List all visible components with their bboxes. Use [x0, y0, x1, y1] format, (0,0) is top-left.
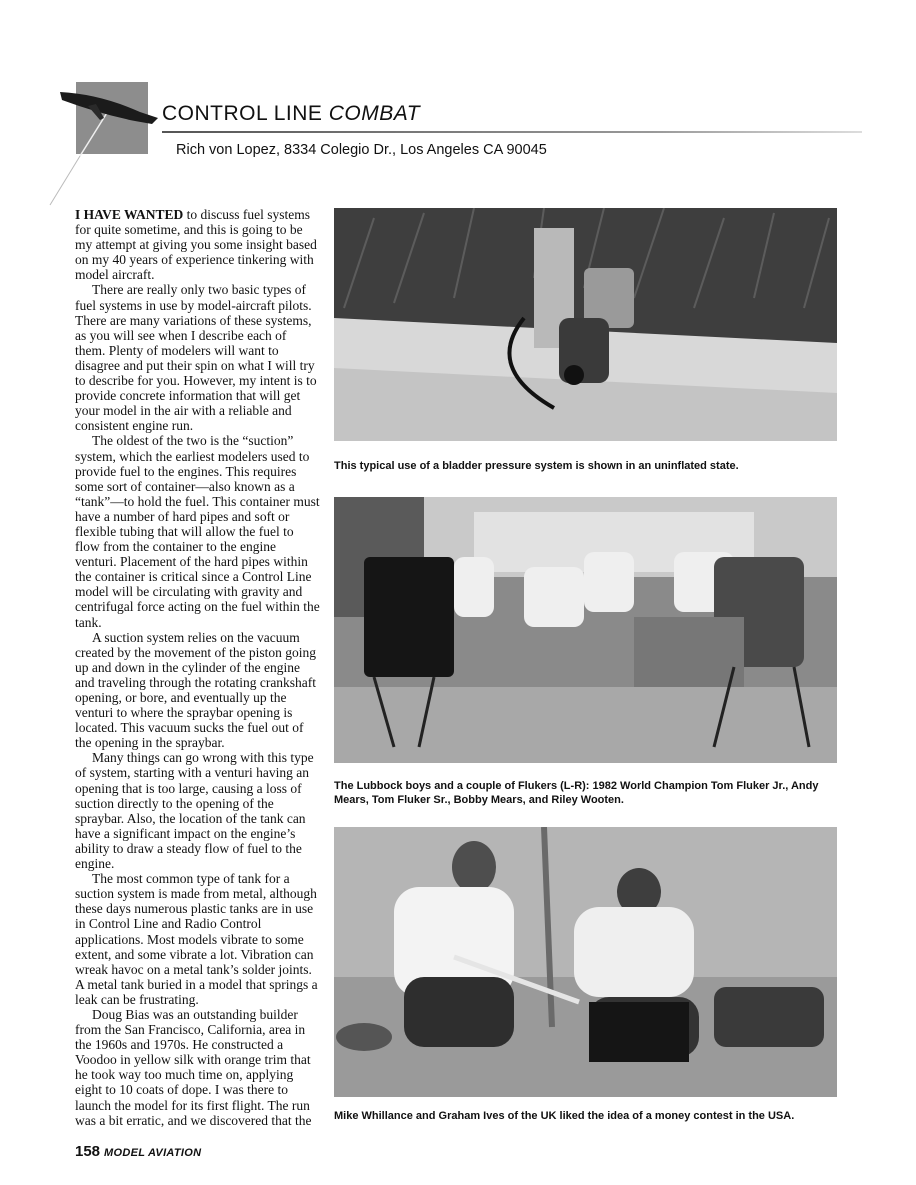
photo-1-caption: This typical use of a bladder pressure system is shown in an uninflated state. [334, 460, 739, 472]
photo-whillance-ives [334, 827, 837, 1097]
byline: Rich von Lopez, 8334 Colegio Dr., Los Angeles CA 90045 [176, 142, 547, 158]
page-folio [75, 1143, 201, 1160]
magazine-name: MODEL AVIATION [104, 1147, 202, 1159]
paragraph-4: A suction system relies on the vacuum created by the movement of the piston going up and down in the cylinder of the engine and traveling through the rotating crankshaft opening, or bore, and eventually up the venturi to where the spraybar opening is located. This vacuum sucks the fuel out of the opening in the spraybar. [75, 629, 317, 751]
article-body [75, 207, 320, 1128]
photo-engine-bladder [334, 208, 837, 441]
header-rule [162, 131, 862, 133]
column-title [162, 102, 420, 126]
title-plain: CONTROL LINE [162, 102, 323, 125]
paragraph-1 [75, 207, 320, 282]
photo-3-caption: Mike Whillance and Graham Ives of the UK liked the idea of a money contest in the USA. [334, 1110, 795, 1122]
paragraph-7: Doug Bias was an outstanding builder from the San Francisco, California, area in the 1960s and 1970s. He constructed a Voodoo in yellow silk with orange trim that he took way too much time on, applying eight to 10 coats of dope. I was there to launch the model for its first flight. The run was a bit erratic, and we discovered that the [75, 1006, 312, 1128]
photo-lubbock-group [334, 497, 837, 763]
paragraph-6: The most common type of tank for a suction system is made from metal, although these days numerous plastic tanks are in use in Control Line and Radio Control applications. Most models vibrate to some extent, and some vibrate a lot. Vibration can wreak havoc on a metal tank’s solder joints. A metal tank buried in a model that springs a leak can be frustrating. [75, 871, 318, 1007]
model-airplane-icon [40, 80, 170, 220]
paragraph-1-text: to discuss fuel systems for quite sometime, and this is going to be my attempt at giving you some insight based on my 40 years of experience tinkering with model aircraft. [75, 207, 317, 283]
paragraph-2: There are really only two basic types of fuel systems in use by model-aircraft pilots. There are many variations of these systems, as you will see when I describe each of them. Plenty of modelers will want to disagree and put their spin on what I will try to describe for you. However, my intent is to provide concrete information that will get your model in the air with a reliable and consistent engine run. [75, 282, 317, 434]
title-italic: COMBAT [328, 102, 421, 125]
page-number: 158 [75, 1143, 101, 1160]
lead-in: I HAVE WANTED [75, 207, 184, 222]
paragraph-5: Many things can go wrong with this type of system, starting with a venturi having an opening that is too large, causing a loss of suction directly to the opening of the spraybar. Also, the location of the tank can have a significant impact on the engine’s ability to draw a steady flow of fuel to the engine. [75, 750, 314, 872]
photo-2-caption: The Lubbock boys and a couple of Flukers (L-R): 1982 World Champion Tom Fluker Jr., Andy Mears, Tom Fluker Sr., Bobby Mears, and Riley Wooten. [334, 780, 819, 806]
paragraph-3: The oldest of the two is the “suction” system, which the earliest modelers used to provide fuel to the engines. This requires some sort of container—also known as a “tank”—to hold the fuel. This container must have a number of hard pipes and soft or flexible tubing that will allow the fuel to flow from the container to the engine venturi. Placement of the hard pipes within the container is critical since a Control Line model will be circulating with gravity and centrifugal force acting on the fuel within the tank. [75, 433, 320, 630]
